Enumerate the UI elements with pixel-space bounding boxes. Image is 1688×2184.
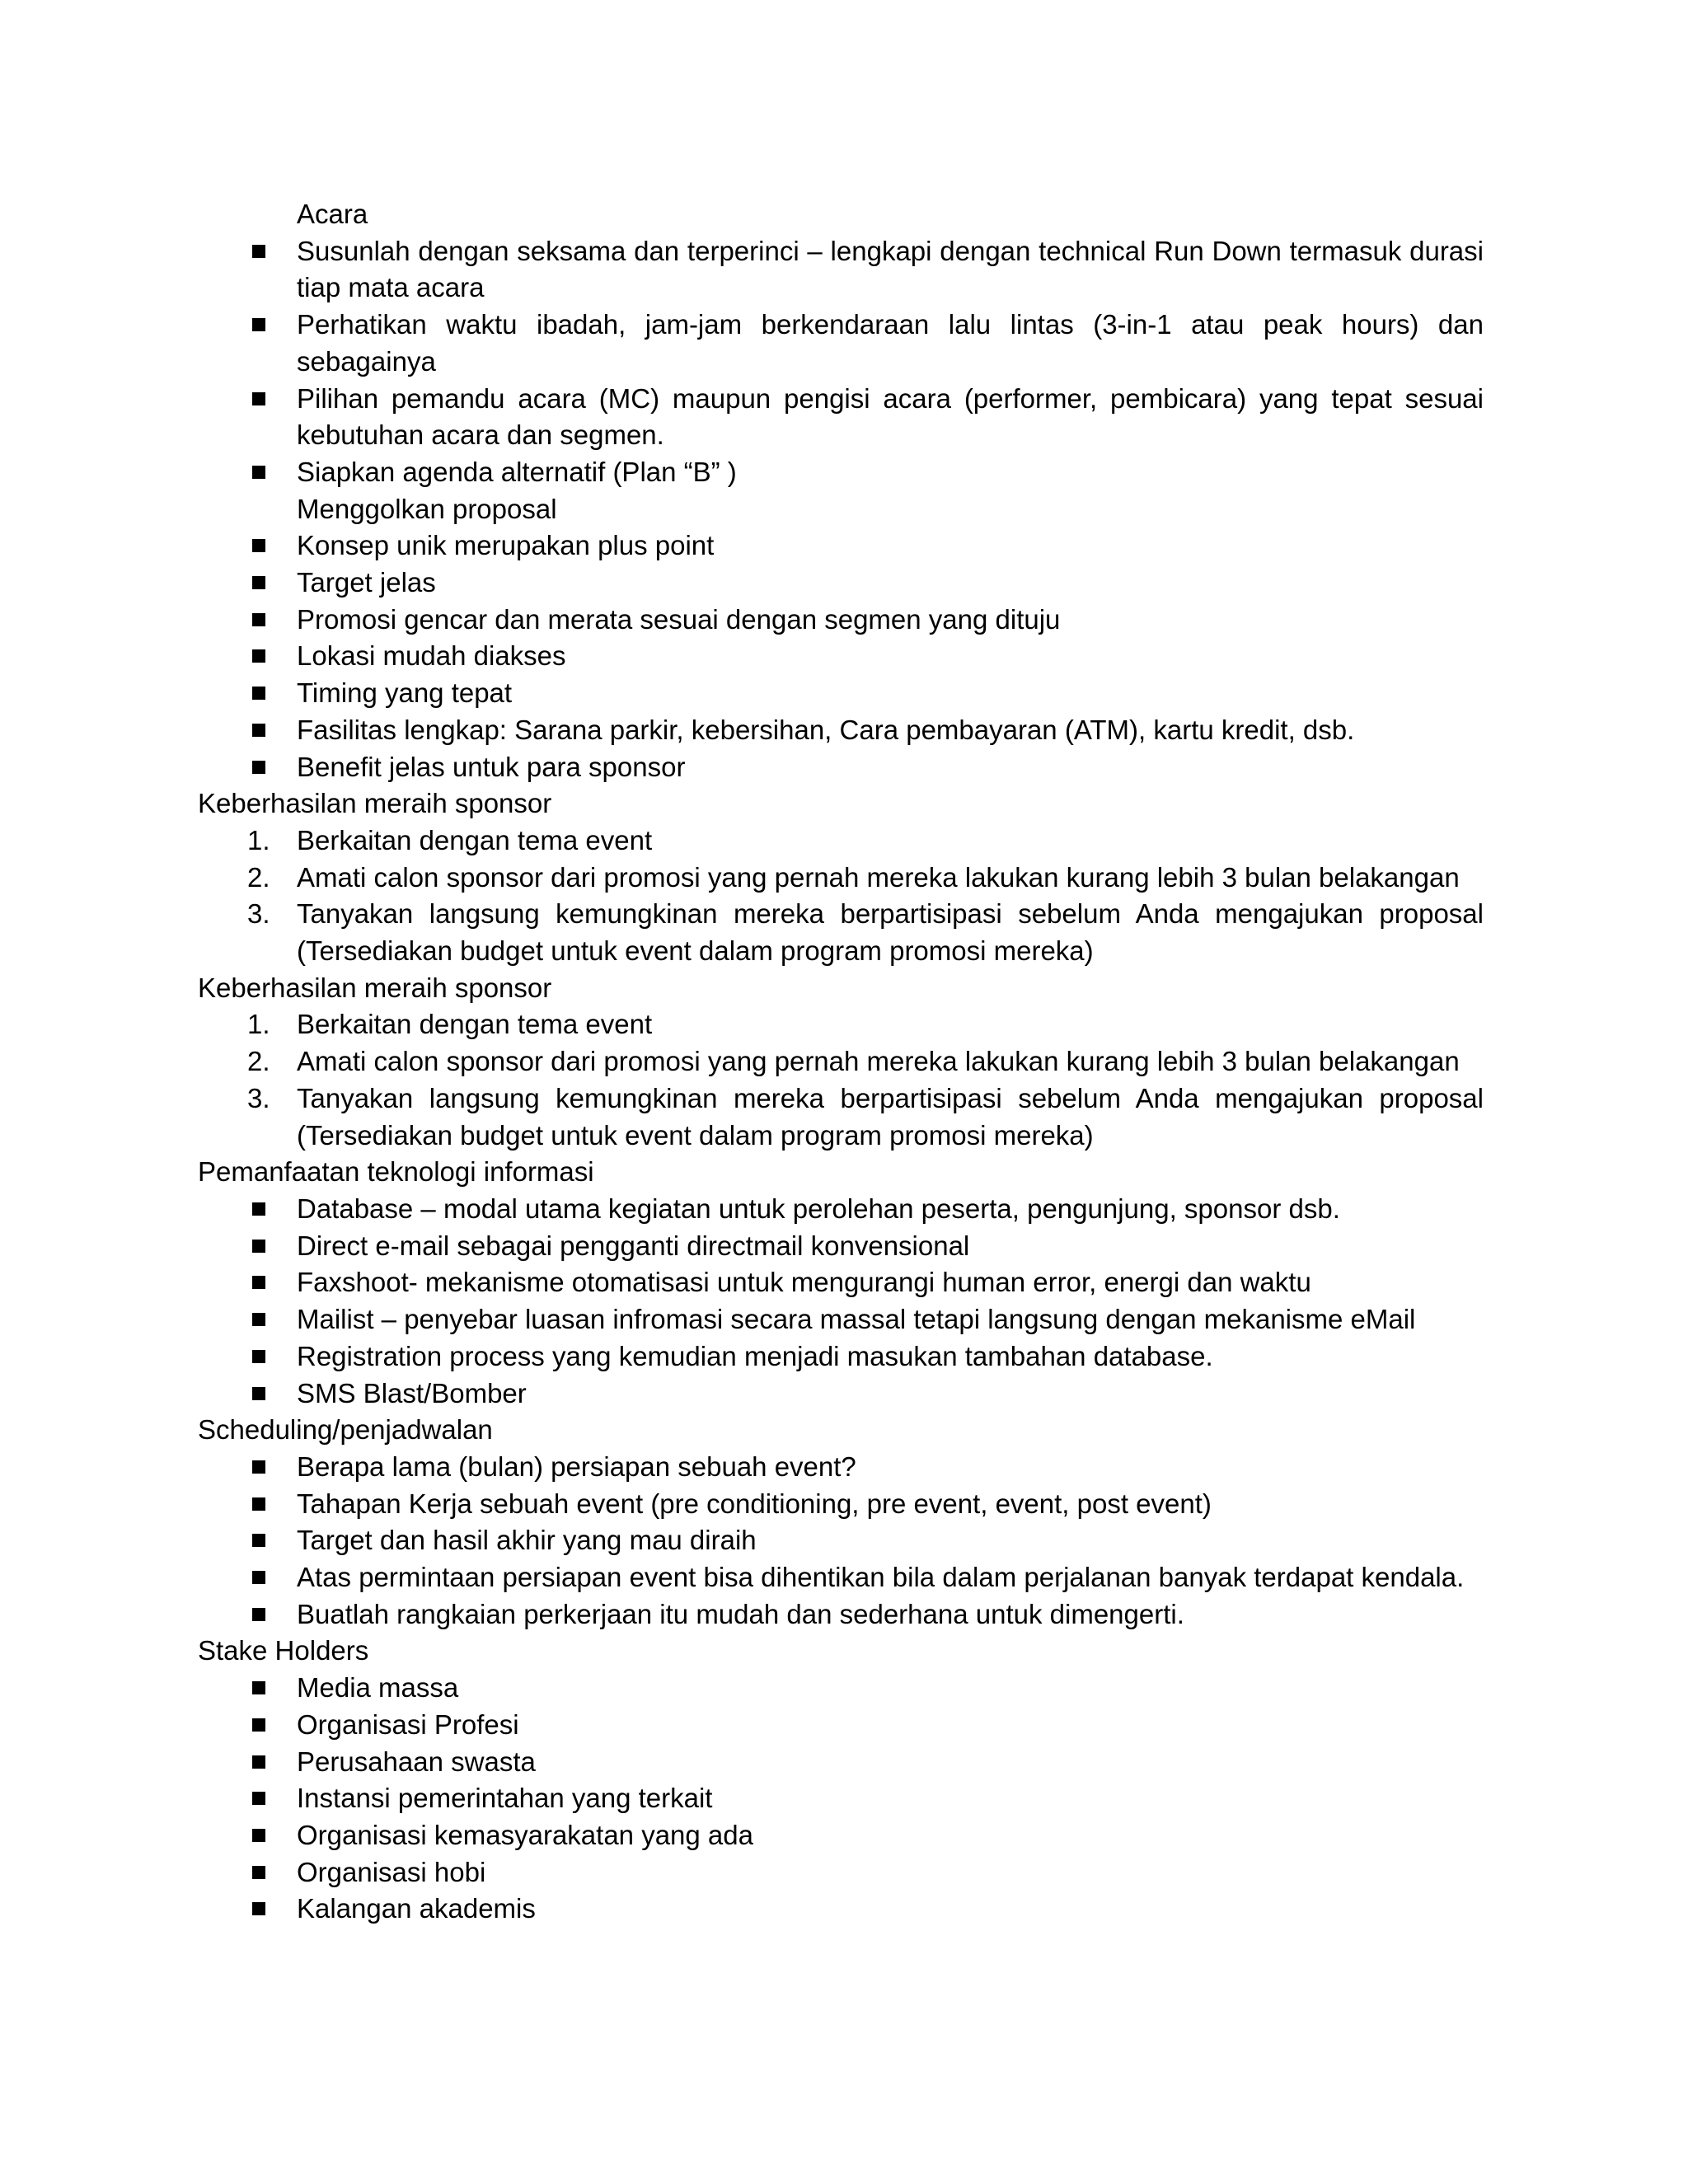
numbered-item [198,1080,1484,1154]
continuation-line: Menggolkan proposal [297,493,557,524]
section-heading: Stake Holders [198,1635,369,1666]
square-bullet-icon [252,1681,265,1694]
item-text: Fasilitas lengkap: Sarana parkir, kebersihan, Cara pembayaran (ATM), kartu kredit, dsb. [297,714,1355,745]
square-bullet-icon [252,1350,265,1363]
item-text: Benefit jelas untuk para sponsor [297,751,686,782]
bullet-item [198,233,1484,307]
section-heading: Pemanfaatan teknologi informasi [198,1156,594,1188]
item-text: Organisasi kemasyarakatan yang ada [297,1819,753,1850]
item-text: Timing yang tepat [297,677,513,709]
section-heading: Keberhasilan meraih sponsor [198,788,552,819]
square-bullet-icon [252,649,265,663]
item-number: 3. [247,898,270,930]
bullet-item [198,1670,1484,1707]
item-text: Direct e-mail sebagai pengganti directmail konvensional [297,1230,970,1261]
bullet-item [198,1449,1484,1486]
square-bullet-icon [252,466,265,479]
item-number: 2. [247,861,270,893]
item-text: Mailist – penyebar luasan infromasi secara massal tetapi langsung dengan mekanisme eMail [297,1304,1416,1335]
item-text: Amati calon sponsor dari promosi yang pernah mereka lakukan kurang lebih 3 bulan belakangan [297,861,1460,893]
numbered-item [198,1043,1484,1080]
numbered-item [198,1006,1484,1043]
bullet-item [198,1191,1484,1228]
item-text: Perusahaan swasta [297,1746,536,1777]
item-number: 1. [247,824,270,855]
bullet-item [198,1817,1484,1854]
item-text: Instansi pemerintahan yang terkait [297,1783,713,1814]
item-text: Media massa [297,1672,459,1704]
item-number: 2. [247,1046,270,1077]
square-bullet-icon [252,1313,265,1326]
item-text: Organisasi Profesi [297,1708,519,1740]
item-text: Tahapan Kerja sebuah event (pre conditioning, pre event, event, post event) [297,1488,1212,1519]
bullet-item [198,1707,1484,1744]
item-number: 1. [247,1009,270,1040]
item-text: Target dan hasil akhir yang mau diraih [297,1525,757,1556]
bullet-item [198,381,1484,454]
item-text: Pilihan pemandu acara (MC) maupun pengisi acara (performer, pembicara) yang tepat sesuai kebutuhan acara dan segmen. [297,382,1484,451]
bullet-item [198,1596,1484,1633]
bullet-item [198,565,1484,602]
square-bullet-icon [252,245,265,258]
bullet-item [198,1559,1484,1596]
item-text: Buatlah rangkaian perkerjaan itu mudah dan sederhana untuk dimengerti. [297,1598,1184,1629]
bullet-item [198,1854,1484,1891]
bullet-item [198,749,1484,786]
section-heading: Keberhasilan meraih sponsor [198,972,552,1003]
numbered-item [198,896,1484,969]
square-bullet-icon [252,1608,265,1621]
square-bullet-icon [252,1829,265,1842]
item-text: Amati calon sponsor dari promosi yang pernah mereka lakukan kurang lebih 3 bulan belakangan [297,1046,1460,1077]
item-text: Faxshoot- mekanisme otomatisasi untuk mengurangi human error, energi dan waktu [297,1267,1311,1298]
bullet-item [198,1338,1484,1376]
square-bullet-icon [252,761,265,774]
item-text: Susunlah dengan seksama dan terperinci – lengkapi dengan technical Run Down termasuk durasi tiap mata acara [297,235,1484,303]
square-bullet-icon [252,318,265,331]
numbered-item [198,823,1484,860]
square-bullet-icon [252,1534,265,1547]
numbered-item [198,860,1484,897]
item-text: Promosi gencar dan merata sesuai dengan segmen yang dituju [297,603,1061,635]
item-text: Berkaitan dengan tema event [297,1009,653,1040]
item-text: Berapa lama (bulan) persiapan sebuah event? [297,1451,856,1482]
square-bullet-icon [252,1902,265,1915]
bullet-item [198,307,1484,380]
item-text: Konsep unik merupakan plus point [297,530,715,561]
item-text: SMS Blast/Bomber [297,1377,527,1408]
square-bullet-icon [252,613,265,626]
bullet-item [198,602,1484,639]
square-bullet-icon [252,1755,265,1769]
bullet-item [198,1228,1484,1265]
square-bullet-icon [252,1202,265,1216]
square-bullet-icon [252,1792,265,1805]
square-bullet-icon [252,1497,265,1511]
square-bullet-icon [252,1240,265,1253]
item-text: Registration process yang kemudian menjadi masukan tambahan database. [297,1340,1213,1371]
bullet-item [198,1264,1484,1301]
item-text: Lokasi mudah diakses [297,640,566,672]
item-text: Database – modal utama kegiatan untuk perolehan peserta, pengunjung, sponsor dsb. [297,1193,1340,1224]
item-text: Tanyakan langsung kemungkinan mereka berpartisipasi sebelum Anda mengajukan proposal (Tersediakan budget untuk event dalam program promosi mereka) [297,1082,1484,1151]
square-bullet-icon [252,539,265,552]
item-text: Organisasi hobi [297,1856,486,1887]
item-text: Tanyakan langsung kemungkinan mereka berpartisipasi sebelum Anda mengajukan proposal (Tersediakan budget untuk event dalam program promosi mereka) [297,898,1484,967]
item-text: Perhatikan waktu ibadah, jam-jam berkendaraan lalu lintas (3-in-1 atau peak hours) dan sebagainya [297,309,1484,377]
bullet-item [198,527,1484,565]
square-bullet-icon [252,1571,265,1584]
square-bullet-icon [252,724,265,737]
item-text: Target jelas [297,567,436,598]
bullet-item [198,1376,1484,1413]
item-text: Berkaitan dengan tema event [297,824,653,855]
bullet-item [198,712,1484,749]
item-text: Siapkan agenda alternatif (Plan “B” ) [297,456,737,487]
item-number: 3. [247,1082,270,1113]
bullet-item [198,1891,1484,1928]
continuation-line: Acara [297,199,368,229]
section-heading: Scheduling/penjadwalan [198,1414,493,1446]
item-text: Atas permintaan persiapan event bisa dihentikan bila dalam perjalanan banyak terdapat kendala. [297,1562,1465,1593]
square-bullet-icon [252,1718,265,1732]
square-bullet-icon [252,576,265,589]
document-body [198,196,1484,1928]
bullet-item [198,1744,1484,1781]
bullet-item [198,675,1484,712]
square-bullet-icon [252,1866,265,1879]
square-bullet-icon [252,1387,265,1400]
square-bullet-icon [252,1460,265,1474]
bullet-item [198,1486,1484,1523]
bullet-item [198,1522,1484,1559]
square-bullet-icon [252,1276,265,1289]
bullet-item [198,1780,1484,1817]
item-text: Kalangan akademis [297,1893,536,1924]
bullet-item [198,638,1484,675]
bullet-item [198,1301,1484,1338]
square-bullet-icon [252,392,265,405]
square-bullet-icon [252,687,265,700]
bullet-item [198,454,1484,491]
